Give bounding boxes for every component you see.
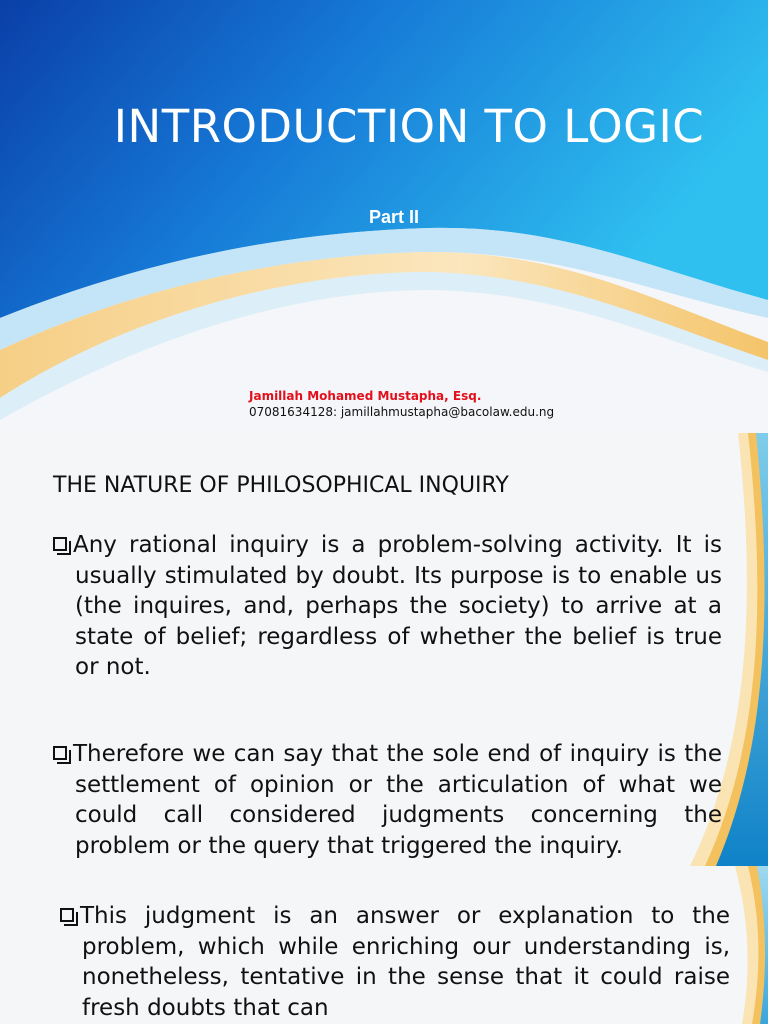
bullet-1-text: Any rational inquiry is a problem-solving activity. It is usually stimulated by doubt. Its purpose is to enable us (the inquires, and, perhaps the society) to arrive at a state of belief; regardless of whether the belief is true or not. [73,532,722,680]
checkbox-bullet-icon [60,908,74,922]
bullet-point-2 [53,739,722,861]
slide-title: INTRODUCTION TO LOGIC [113,100,705,153]
bullet-2-text: Therefore we can say that the sole end of inquiry is the settlement of opinion or the articulation of what we could call considered judgments concerning the problem or the query that triggered the inquiry. [73,741,722,859]
section-heading: THE NATURE OF PHILOSOPHICAL INQUIRY [53,473,509,498]
author-name: Jamillah Mohamed Mustapha, Esq. [249,389,482,403]
checkbox-bullet-icon [53,746,67,760]
slide-subtitle: Part II [369,207,420,227]
bullet-3-text: This judgment is an answer or explanation to the problem, which while enriching our understanding is, nonetheless, tentative in the sense that it could raise fresh doubts that can [80,903,730,1021]
bullet-point-3 [60,901,730,1023]
author-contact: 07081634128: jamillahmustapha@bacolaw.edu.ng [249,405,555,419]
